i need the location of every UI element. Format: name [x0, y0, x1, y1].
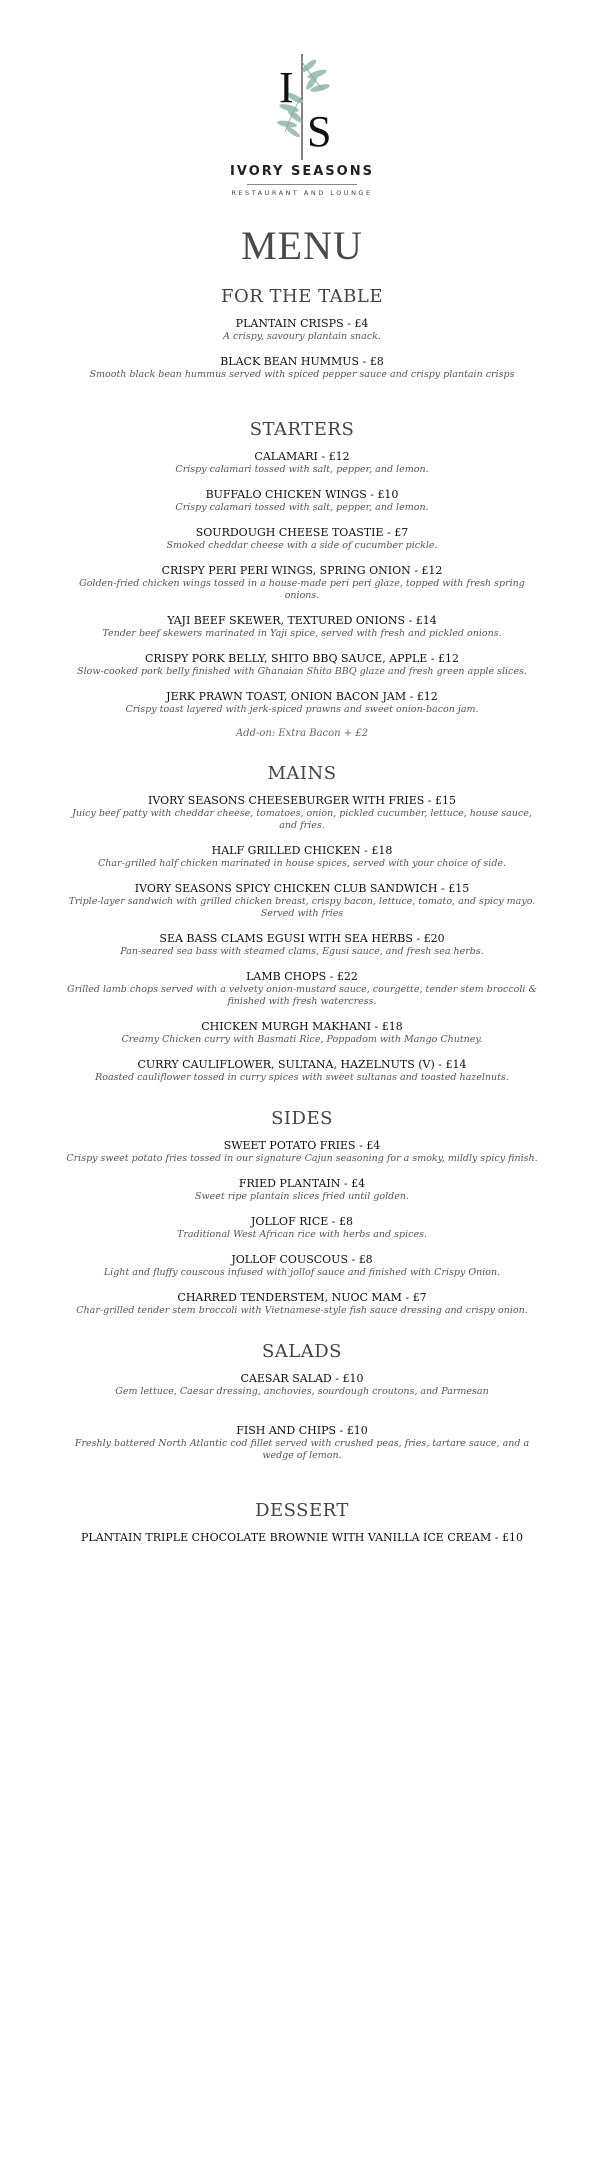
menu-item — [62, 1424, 542, 1462]
brand-name: IVORY SEASONS — [230, 164, 374, 179]
menu-item — [62, 317, 542, 343]
brand-divider — [247, 184, 357, 185]
item-description: Creamy Chicken curry with Basmati Rice, Poppadom with Mango Chutney. — [121, 1034, 483, 1045]
item-description: Pan-seared sea bass with steamed clams, Egusi sauce, and fresh sea herbs. — [120, 946, 484, 957]
menu-section-starters — [0, 419, 604, 739]
menu-item — [62, 1291, 542, 1317]
item-name: FRIED PLANTAIN - £4 — [238, 1177, 366, 1190]
item-description: Golden-fried chicken wings tossed in a house-made peri peri glaze, topped with fresh spring onions. — [79, 578, 525, 601]
item-name: IVORY SEASONS CHEESEBURGER WITH FRIES - £15 — [147, 794, 456, 807]
item-name: CURRY CAULIFLOWER, SULTANA, HAZELNUTS (V) - £14 — [137, 1058, 467, 1071]
item-description: Roasted cauliflower tossed in curry spices with sweet sultanas and toasted hazelnuts. — [95, 1072, 509, 1083]
item-description: Char-grilled half chicken marinated in house spices, served with your choice of side. — [97, 858, 507, 869]
item-description: Crispy calamari tossed with salt, pepper, and lemon. — [175, 464, 429, 475]
item-description: Freshly battered North Atlantic cod fillet served with crushed peas, fries, tartare sauce, and a wedge of lemon. — [74, 1438, 530, 1461]
menu-item — [62, 614, 542, 640]
section-title: FOR THE TABLE — [221, 286, 383, 307]
item-name: SWEET POTATO FRIES - £4 — [223, 1139, 381, 1152]
menu-item — [62, 1177, 542, 1203]
item-name: JOLLOF RICE - £8 — [251, 1215, 353, 1228]
addon-note: Add-on: Extra Bacon + £2 — [235, 728, 369, 739]
menu-item — [62, 1215, 542, 1241]
item-description: A crispy, savoury plantain snack. — [223, 331, 381, 342]
item-description: Smoked cheddar cheese with a side of cucumber pickle. — [166, 540, 438, 551]
section-title: STARTERS — [249, 419, 355, 440]
menu-item — [62, 794, 542, 832]
item-name: CRISPY PORK BELLY, SHITO BBQ SAUCE, APPLE - £12 — [145, 652, 459, 665]
menu-item — [62, 1139, 542, 1165]
brand-tagline: RESTAURANT AND LOUNGE — [231, 189, 373, 197]
item-description: Tender beef skewers marinated in Yaji spice, served with fresh and pickled onions. — [102, 628, 502, 639]
item-name: PLANTAIN TRIPLE CHOCOLATE BROWNIE WITH VANILLA ICE CREAM - £10 — [81, 1531, 523, 1544]
item-name: CRISPY PERI PERI WINGS, SPRING ONION - £12 — [161, 564, 443, 577]
item-description: Crispy sweet potato fries tossed in our signature Cajun seasoning for a smoky, mildly spicy finish. — [66, 1153, 538, 1164]
menu-item — [62, 970, 542, 1008]
logo-initial-bottom: S — [307, 107, 332, 156]
menu-item — [62, 355, 542, 381]
section-title: SIDES — [271, 1108, 333, 1129]
menu-item — [62, 1531, 542, 1545]
item-description: Slow-cooked pork belly finished with Ghanaian Shito BBQ glaze and fresh green apple slices. — [77, 666, 527, 677]
menu-item — [62, 652, 542, 678]
section-title: DESSERT — [255, 1500, 349, 1521]
menu-title: MENU — [241, 223, 363, 268]
menu-section-mains — [0, 763, 604, 1084]
menu-item — [62, 564, 542, 602]
item-name: SEA BASS CLAMS EGUSI WITH SEA HERBS - £20 — [159, 932, 445, 945]
section-title: SALADS — [261, 1341, 343, 1362]
item-name: CAESAR SALAD - £10 — [240, 1372, 364, 1385]
item-description: Sweet ripe plantain slices fried until golden. — [194, 1191, 410, 1202]
item-description: Smooth black bean hummus served with spiced pepper sauce and crispy plantain crisps — [89, 369, 515, 380]
menu-content — [0, 286, 604, 1569]
item-name: LAMB CHOPS - £22 — [246, 970, 358, 983]
menu-item — [62, 844, 542, 870]
menu-item — [62, 450, 542, 476]
item-description: Grilled lamb chops served with a velvety onion-mustard sauce, courgette, tender stem broccoli & finished with fresh watercress. — [67, 984, 537, 1007]
item-name: JERK PRAWN TOAST, ONION BACON JAM - £12 — [166, 690, 438, 703]
menu-item — [62, 882, 542, 920]
logo-initial-top: I — [279, 63, 294, 112]
item-name: CHARRED TENDERSTEM, NUOC MAM - £7 — [177, 1291, 427, 1304]
item-name: BUFFALO CHICKEN WINGS - £10 — [205, 488, 399, 501]
item-description: Crispy calamari tossed with salt, pepper, and lemon. — [175, 502, 429, 513]
menu-item — [62, 1058, 542, 1084]
item-name: CHICKEN MURGH MAKHANI - £18 — [201, 1020, 403, 1033]
item-name: SOURDOUGH CHEESE TOASTIE - £7 — [195, 526, 409, 539]
item-name: YAJI BEEF SKEWER, TEXTURED ONIONS - £14 — [167, 614, 437, 627]
leaf-icon — [257, 52, 347, 162]
item-name: CALAMARI - £12 — [254, 450, 350, 463]
menu-section-dessert — [0, 1500, 604, 1545]
menu-item — [62, 690, 542, 716]
item-description: Triple-layer sandwich with grilled chicken breast, crispy bacon, lettuce, tomato, and spicy mayo. Served with fries — [68, 896, 536, 919]
item-description: Crispy toast layered with jerk-spiced prawns and sweet onion-bacon jam. — [125, 704, 479, 715]
item-description: Juicy beef patty with cheddar cheese, tomatoes, onion, pickled cucumber, lettuce, house sauce, and fries. — [72, 808, 532, 831]
menu-item — [62, 488, 542, 514]
item-name: FISH AND CHIPS - £10 — [236, 1424, 368, 1437]
menu-section-for-the-table — [0, 286, 604, 381]
item-description: Gem lettuce, Caesar dressing, anchovies, sourdough croutons, and Parmesan — [115, 1386, 489, 1397]
item-name: JOLLOF COUSCOUS - £8 — [231, 1253, 373, 1266]
item-name: HALF GRILLED CHICKEN - £18 — [211, 844, 393, 857]
menu-item — [62, 1253, 542, 1279]
item-name: IVORY SEASONS SPICY CHICKEN CLUB SANDWICH - £15 — [134, 882, 470, 895]
menu-item — [62, 932, 542, 958]
menu-item — [62, 1372, 542, 1398]
menu-item — [62, 526, 542, 552]
item-name: BLACK BEAN HUMMUS - £8 — [220, 355, 384, 368]
menu-section-sides — [0, 1108, 604, 1317]
item-name: PLANTAIN CRISPS - £4 — [235, 317, 369, 330]
menu-item — [62, 1020, 542, 1046]
item-description: Char-grilled tender stem broccoli with Vietnamese-style fish sauce dressing and crispy onion. — [76, 1305, 528, 1316]
menu-section-salads — [0, 1341, 604, 1462]
item-description: Traditional West African rice with herbs and spices. — [177, 1229, 427, 1240]
logo-mark — [257, 52, 347, 162]
item-description: Light and fluffy couscous infused with jollof sauce and finished with Crispy Onion. — [103, 1267, 501, 1278]
section-title: MAINS — [267, 763, 337, 784]
brand-logo — [0, 52, 604, 197]
